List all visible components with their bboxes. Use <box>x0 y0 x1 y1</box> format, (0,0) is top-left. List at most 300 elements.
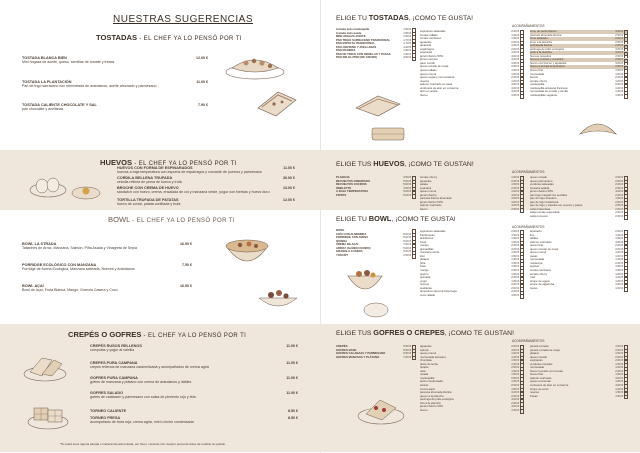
option-checkbox[interactable] <box>520 208 524 212</box>
option-price: 1.90 € <box>403 48 411 53</box>
option-price: 4.00 € <box>511 53 519 58</box>
option-label: plátano <box>530 351 540 356</box>
option-label: mantequilla <box>420 375 435 380</box>
option-price: 1.00 € <box>511 50 519 55</box>
accompaniments-col-2 <box>530 30 628 97</box>
option-checkbox[interactable] <box>412 194 416 198</box>
option-price: 6.50 € <box>403 351 411 356</box>
option-label: beicon <box>530 75 539 80</box>
option-label: panceta ibérica ahumada <box>420 196 452 201</box>
option-price: 2.00 € <box>615 358 623 363</box>
option-label: cacao <box>530 285 538 290</box>
option-label: panela cortada de oveja <box>530 347 560 352</box>
option-label: pechuga de pollo ecológico <box>420 397 454 402</box>
option-price: 1.50 € <box>511 257 519 262</box>
option-checkbox[interactable] <box>520 294 524 298</box>
option-price: 1.00 € <box>511 175 519 179</box>
option-label: espinaca <box>420 185 432 190</box>
option-price: 5.00 € <box>403 178 411 183</box>
option-label: salsa romesco <box>530 214 549 219</box>
option-label: aguacate <box>420 39 432 44</box>
option-price: 2.00 € <box>615 347 623 352</box>
option-label: queso curado de oveja <box>530 246 559 251</box>
accompaniments-col-2 <box>530 230 628 290</box>
option-label: espinacas <box>530 358 543 363</box>
allergy-note: *Si usted tiene alguna alergia o intolerancia alimentaria, por favor, consulte con nuestro personal antes de realizar su pedido. <box>60 442 226 446</box>
option-label: fresas <box>530 393 538 398</box>
option-label: mango <box>420 243 429 248</box>
option-label: tofu a la plancha <box>420 400 441 405</box>
option-price: 1.50 € <box>615 236 623 241</box>
option-label: huevos cocidos y revueltos <box>530 57 564 62</box>
option-label: PAN CENTENO Y AVELLANAS <box>336 44 377 49</box>
option-label: queso crema <box>420 71 437 76</box>
option-label: aguacate <box>420 178 432 183</box>
option-price: 4.00 € <box>511 199 519 204</box>
option-price: 2.50 € <box>615 32 623 37</box>
option-label: PAN MASEIRA <box>336 48 356 53</box>
option-label: mermelada <box>530 257 544 262</box>
option-label: fresa <box>420 239 427 244</box>
option-price: 2.00 € <box>615 53 623 58</box>
option-label: mermelada <box>530 71 544 76</box>
option-row <box>530 395 628 399</box>
option-price: 5.00 € <box>403 182 411 187</box>
option-label: salmón marinado <box>420 203 442 208</box>
option-price: 2.00 € <box>511 178 519 183</box>
option-label: mermelada <box>530 365 544 370</box>
option-price: 4.00 € <box>511 85 519 90</box>
option-label: tomate cherry <box>530 78 548 83</box>
option-price: 3.00 € <box>615 29 623 33</box>
option-price: 1.50 € <box>615 361 623 366</box>
option-label: A BAJA TEMPERATURA <box>336 189 369 194</box>
option-price: 2.00 € <box>511 185 519 190</box>
option-price: 5.00 € <box>403 192 411 197</box>
option-label: mantequilla artesana francesa <box>530 85 568 90</box>
option-checkbox[interactable] <box>624 94 628 98</box>
eggs-plate-illustration <box>28 172 68 200</box>
option-price: 1.00 € <box>615 344 623 348</box>
option-checkbox[interactable] <box>520 94 524 98</box>
option-label: ARROZ (ALMEN COCIDO) <box>336 245 371 250</box>
option-label: lomo a la plancha <box>530 39 552 44</box>
option-price: 0.50 € <box>511 375 519 380</box>
section-heading-elige-bowl: ELIGE TU BOWL, ¡COMO TE GUSTA! <box>336 214 456 223</box>
option-row <box>530 94 628 98</box>
section-heading-elige-huevos: ELIGE TUS HUEVOS, ¡COMO TE GUSTAN! <box>336 159 474 168</box>
option-price: 1.50 € <box>511 236 519 241</box>
option-price: 1.00 € <box>511 189 519 194</box>
option-label: huevos revueltos <box>530 53 552 58</box>
option-label: granada <box>420 275 431 280</box>
option-label: yogur <box>420 278 427 283</box>
waffle-plate-illustration <box>356 388 406 428</box>
option-price: 1.00 € <box>615 379 623 384</box>
option-label: BOWL <box>336 228 345 232</box>
section-heading-elige-tostadas: ELIGE TU TOSTADAS, ¡COMO TE GUSTA! <box>336 13 474 22</box>
option-price: 1.00 € <box>511 351 519 356</box>
option-label: jamón ibérico 50% <box>420 199 444 204</box>
option-price: 1.50 € <box>511 292 519 297</box>
option-price: 1.00 € <box>615 285 623 290</box>
option-label: kiwi <box>420 253 425 258</box>
option-price: 2.00 € <box>511 64 519 69</box>
option-label: espárragos <box>420 46 434 51</box>
option-label: ajoaceite <box>420 43 432 48</box>
option-label: tomate semiseco <box>420 36 442 41</box>
option-label: queso rallado <box>420 68 437 73</box>
option-price: 1.00 € <box>615 232 623 237</box>
option-label: PLANCHA <box>336 175 350 179</box>
option-checkbox[interactable] <box>412 356 416 360</box>
option-label: PORRIDGE CON AVENA <box>336 235 369 240</box>
menu-item: TOSTADA BLANCA BIEN Mini hogaza de aceite, queso, semillas de tomate y fresas 12.00 € <box>22 56 208 65</box>
option-price: 5.00 € <box>403 238 411 243</box>
option-price: 1.00 € <box>511 32 519 37</box>
option-price: 4.50 € <box>403 185 411 190</box>
option-price: 1.50 € <box>615 92 623 97</box>
option-price: 1.50 € <box>511 253 519 258</box>
option-label: leche condensada <box>420 379 443 384</box>
option-price: 2.00 € <box>615 243 623 248</box>
option-label: jamón ibérico 50% <box>420 404 444 409</box>
option-label: queso feta <box>530 243 544 248</box>
option-label: pan de trigo artesano <box>530 196 557 201</box>
egg-dish-illustration <box>70 180 102 202</box>
option-price: 2.00 € <box>615 178 623 183</box>
option-price: 2.00 € <box>511 282 519 287</box>
option-label: panceta ahumada ibérica <box>420 390 452 395</box>
option-row <box>530 287 628 291</box>
option-price: 5.50 € <box>403 344 411 348</box>
option-label: sobrasada ibérica <box>530 43 553 48</box>
option-label: nata <box>420 368 426 373</box>
option-price: 1.00 € <box>615 271 623 276</box>
option-label: pechuga de pollo ecológica <box>530 46 564 51</box>
base-options-bowl <box>336 229 416 257</box>
option-price: 2.00 € <box>511 400 519 405</box>
option-price: 1.00 € <box>615 278 623 283</box>
option-price: 2.00 € <box>511 229 519 233</box>
option-price: 1.70 € <box>403 37 411 42</box>
option-price: 2.00 € <box>511 289 519 294</box>
option-label: salsa holandesa <box>530 206 551 211</box>
option-price: 1.50 € <box>615 196 623 201</box>
option-price: 1.50 € <box>511 264 519 269</box>
option-price: 4.00 € <box>511 404 519 409</box>
option-label: tostada todo aceite <box>336 30 362 35</box>
option-checkbox[interactable] <box>624 395 628 399</box>
option-label: PAN DE TRIGO CON SEMILLAS Y PASAS <box>336 51 391 56</box>
option-label: queso vegano con levadura <box>420 75 455 80</box>
option-label: tomate rallado <box>420 32 438 37</box>
option-label: REVUELTOS COCIDOS <box>336 182 367 187</box>
option-label: queso curado de oveja <box>420 64 449 69</box>
bowl-illustration <box>222 232 272 270</box>
option-label: huevo revuelto con tomate <box>530 368 563 373</box>
option-label: fruta <box>420 264 426 269</box>
option-label: espinacas salteadas <box>420 229 446 233</box>
option-label: frambuesas <box>420 232 435 237</box>
option-price: 5.00 € <box>403 245 411 250</box>
section-heading-tostadas: TOSTADAS - EL CHEF YA LO PENSÓ POR TI <box>96 33 242 42</box>
option-price: 1.00 € <box>511 43 519 48</box>
option-price: 7.00 € <box>403 242 411 247</box>
option-price: 2.00 € <box>615 182 623 187</box>
menu-item: BOWL LA STRADA Tallarines de Arroz, Manzana, Salmón, Piña Asada y Vinagreta de Sepia 16.50 € <box>22 242 192 251</box>
option-price: 1.50 € <box>511 407 519 412</box>
base-options-tostadas <box>336 28 416 60</box>
croissant-illustration <box>576 112 620 146</box>
toast-slice-illustration <box>252 86 300 120</box>
option-label: GOFRES BASE <box>336 347 357 352</box>
option-price: 2.00 € <box>615 260 623 265</box>
option-label: aceitunas <box>420 50 432 55</box>
option-label: verduras salteadas <box>530 182 554 187</box>
option-price: 2.00 € <box>615 36 623 41</box>
option-price: 3.00 € <box>511 89 519 94</box>
option-label: pan trigo integral con semillas <box>530 192 568 197</box>
option-price: 2.00 € <box>511 243 519 248</box>
option-label: PAN SIN GLUTEN (DE GRANO) <box>336 55 378 60</box>
option-row <box>336 254 416 258</box>
option-label: panela cortada <box>530 344 549 348</box>
option-label: tomate cherry <box>530 271 548 276</box>
option-label: maracuyá <box>530 260 543 265</box>
option-label: granadillas <box>420 246 434 251</box>
option-price: 2.00 € <box>615 192 623 197</box>
section-heading-bowl: BOWL - EL CHEF YA LO PENSÓ POR TI <box>108 215 235 224</box>
menu-item: TORTILLA TRUFADA DE PATATAS huevo de corral, patata confitada y trufa 12.00 € <box>117 198 295 207</box>
option-price: 4.00 € <box>511 82 519 87</box>
section-heading-crepes: CREPÉS O GOFRES - EL CHEF YA LO PENSÓ POR TI <box>68 330 247 339</box>
option-price: 2.00 € <box>511 75 519 80</box>
menu-item: BROCHE CON CREMA DE HUEVO sándwich con huevo, crema, ensalada de col y manzana verde, yogur con hierbas y huevo duro 13.00 € <box>117 186 295 195</box>
option-label: MINI HOGAZA ACEITE <box>336 34 366 39</box>
option-label: lomo adobado <box>530 36 548 41</box>
option-label: tostada todo mantequilla <box>336 27 370 31</box>
option-price: 2.00 € <box>615 354 623 359</box>
option-label: nutella <box>420 372 429 377</box>
option-label: tomate cherry <box>420 175 438 179</box>
option-price: 4.50 € <box>403 175 411 179</box>
option-price: 2.00 € <box>615 57 623 62</box>
option-checkbox[interactable] <box>624 215 628 219</box>
option-price: 1.50 € <box>403 34 411 39</box>
option-price: 2.00 € <box>511 206 519 211</box>
option-price: 2.00 € <box>511 246 519 251</box>
option-price: 2.00 € <box>511 39 519 44</box>
option-price: 1.00 € <box>615 78 623 83</box>
option-price: 3.00 € <box>511 57 519 62</box>
option-price: 1.00 € <box>615 282 623 287</box>
option-label: mermelada artesana <box>420 354 446 359</box>
option-label: PAN TRIGO SARRACENO TRADICIONAL <box>336 37 391 42</box>
option-label: CREMA DE AÇAÍ <box>336 242 359 247</box>
option-label: queso crema <box>420 189 437 194</box>
option-label: pepino <box>420 271 429 276</box>
option-price: 2.50 € <box>615 185 623 190</box>
option-price: 1.00 € <box>511 354 519 359</box>
accompaniments-col-1 <box>420 30 524 97</box>
option-label: aguacate <box>420 344 432 348</box>
option-price: 1.50 € <box>511 278 519 283</box>
option-label: salsa tomate especiada <box>530 210 560 215</box>
option-price: 1.00 € <box>511 78 519 83</box>
option-label: sirope de algarroba <box>530 282 555 287</box>
option-checkbox[interactable] <box>412 254 416 258</box>
option-price: 2.00 € <box>511 268 519 273</box>
option-price: 7.00 € <box>403 354 411 359</box>
option-label: dátiles <box>530 236 539 241</box>
option-price: 1.50 € <box>511 271 519 276</box>
option-price: 1.00 € <box>511 379 519 384</box>
option-label: pavo cocido <box>420 60 435 65</box>
option-label: CHÍA CON ALMENDRA <box>336 231 367 236</box>
base-options-gofres <box>336 345 416 359</box>
option-price: 2.50 € <box>511 365 519 370</box>
option-label: espinacas salteadas <box>420 29 446 33</box>
option-label: mermelada de tomate y tomillo <box>530 89 569 94</box>
yogurt-cup-illustration <box>360 298 392 320</box>
option-price: 2.50 € <box>615 39 623 44</box>
menu-item: HUEVOS CON FORMA DE ESPINARADOS huevos a baja temperatura con espuma de espárragos y crocante de puerros y parmesano 11.00 € <box>117 166 295 175</box>
option-label: queso a la plancha <box>420 393 444 398</box>
option-checkbox[interactable] <box>520 409 524 413</box>
sandwich-illustration <box>350 92 406 118</box>
option-price: 2.00 € <box>615 206 623 211</box>
option-label: foccacia salada <box>530 185 550 190</box>
option-label: avellanas <box>420 285 432 290</box>
option-label: manzana verde <box>420 250 440 255</box>
option-label: salmón <box>420 347 430 352</box>
option-price: 3.00 € <box>615 50 623 55</box>
option-price: 2.00 € <box>615 368 623 373</box>
menu-item: TOSTADA CALIENTE CHOCOLATE Y SAL pan chocolate y avellanas 7.90 € <box>22 103 208 112</box>
option-price: 2.00 € <box>511 29 519 33</box>
option-price: 2.00 € <box>511 46 519 51</box>
fruit-bowl-illustration <box>344 262 386 296</box>
option-price: 1.00 € <box>511 368 519 373</box>
accompaniments-col-1 <box>420 176 524 211</box>
option-label: salmón marinado <box>530 239 552 244</box>
option-label: CREPÉS <box>336 344 348 348</box>
option-label: atún en aceite <box>420 89 438 94</box>
option-label: huevo <box>420 407 428 412</box>
accompaniment-label: ACOMPAÑAMIENTOS <box>512 225 545 229</box>
option-label: pan de trigo y espelta con nueces y pasas <box>530 203 583 208</box>
option-price: 1.70 € <box>403 41 411 46</box>
menu-item: CORDILA BELLENA TRUFADA cebolla rellena de yema de huevo y trufa 30.00 € <box>117 176 295 185</box>
menu-item: GOFRES SALADO gofres de calabacín y parmesano con salsa de pimiento rojo y feta 11.00 € <box>90 391 298 400</box>
option-price: 1.00 € <box>615 386 623 391</box>
option-label: jamón serrano <box>420 57 438 62</box>
option-label: queso crema <box>420 351 437 356</box>
option-price: 2.00 € <box>615 199 623 204</box>
option-price: 1.00 € <box>615 264 623 269</box>
option-label: helado <box>420 365 429 370</box>
option-label: GOFRES CALABAZA Y PARMESANO <box>336 351 386 356</box>
option-price: 1.50 € <box>511 239 519 244</box>
option-label: PAN ESPELTA TRADICIONAL <box>336 41 375 46</box>
menu-item: PORRIDGE ECOLÓGICO CON MANZANA Porridge de Avena Ecológica, Manzana salteada, Nueces y Arándanos 7.50 € <box>22 263 192 272</box>
option-price: 1.50 € <box>511 358 519 363</box>
option-checkbox[interactable] <box>412 57 416 61</box>
option-label: QUINOA <box>336 238 348 243</box>
option-price: 1.90 € <box>403 51 411 56</box>
menu-item: TORNEO FRESA acompañado de fruta roja, crema agria, miel o leche condensada 8.50 € <box>90 416 298 425</box>
option-label: ventresca de atún en conserva <box>530 383 569 388</box>
option-price: 1.50 € <box>615 351 623 356</box>
option-label: REVUELTOS CREMOSOS <box>336 178 370 183</box>
option-price: 1.50 € <box>615 372 623 377</box>
option-label: mantequilla <box>530 82 545 87</box>
option-label: azúcar <box>420 383 429 388</box>
option-price: 4.00 € <box>615 383 623 388</box>
option-price: 2.50 € <box>615 64 623 69</box>
option-label: queso crema <box>530 250 547 255</box>
option-row <box>530 215 628 219</box>
option-label: GRANOLA CASERA <box>336 249 363 254</box>
accompaniment-label: ACOMPAÑAMIENTOS <box>512 339 545 343</box>
option-price: 2.00 € <box>615 75 623 80</box>
option-label: huevo a la baja temperatura <box>530 64 565 69</box>
base-options-huevos <box>336 176 416 197</box>
option-price: 1.50 € <box>511 386 519 391</box>
option-label: queso curado <box>530 175 547 179</box>
menu-item: BOWL AÇAÍ Bowl de Açaí, Fruta Blanca, Mango, Granola Casera y Coco 16.50 € <box>22 284 192 293</box>
option-label: mantequillas veganas <box>530 92 558 97</box>
option-price: 1.00 € <box>615 253 623 258</box>
option-price: 2.00 € <box>615 210 623 215</box>
option-checkbox[interactable] <box>624 287 628 291</box>
option-label: FRITOS <box>336 192 347 197</box>
option-label: sirope de arroz <box>530 386 549 391</box>
option-label: arándanos <box>420 236 434 241</box>
option-label: huevo frito <box>530 372 544 377</box>
option-row <box>420 208 524 212</box>
option-price: 2.00 € <box>615 214 623 219</box>
option-label: bacon <box>420 206 428 211</box>
accompaniments-col-2 <box>530 176 628 219</box>
option-price: 4.00 € <box>511 203 519 208</box>
option-price: 4.00 € <box>511 192 519 197</box>
option-price: 3.00 € <box>511 397 519 402</box>
option-price: 2.00 € <box>615 175 623 179</box>
option-price: 4.00 € <box>615 189 623 194</box>
option-row <box>336 56 416 60</box>
option-label: salmón marinado en casa <box>420 82 453 87</box>
option-label: anacardo <box>530 229 542 233</box>
menu-item: CREPES PURA CAMPANA crepes rellenos de manzana caramelizada y acompañados de crema agria 11.00 € <box>90 361 298 370</box>
option-price: 2.50 € <box>403 252 411 257</box>
section-heading-huevos: HUEVOS - EL CHEF YA LO PENSÓ POR TI <box>100 158 237 167</box>
option-label: pan de trigo tradicional <box>530 199 559 204</box>
option-label: huevo <box>420 92 428 97</box>
option-label: nueces <box>420 78 430 83</box>
crepes-illustration <box>22 350 68 384</box>
accompaniment-label: ACOMPAÑAMIENTOS <box>512 24 545 28</box>
option-label: pepitas <box>530 264 540 269</box>
option-label: coco rallado <box>420 292 436 297</box>
option-price: 1.50 € <box>615 390 623 395</box>
option-price: 1.50 € <box>511 60 519 65</box>
option-label: nueces <box>420 282 430 287</box>
option-price: 2.00 € <box>615 246 623 251</box>
accompaniment-label: ACOMPAÑAMIENTOS <box>512 170 545 174</box>
option-price: 1.00 € <box>615 89 623 94</box>
